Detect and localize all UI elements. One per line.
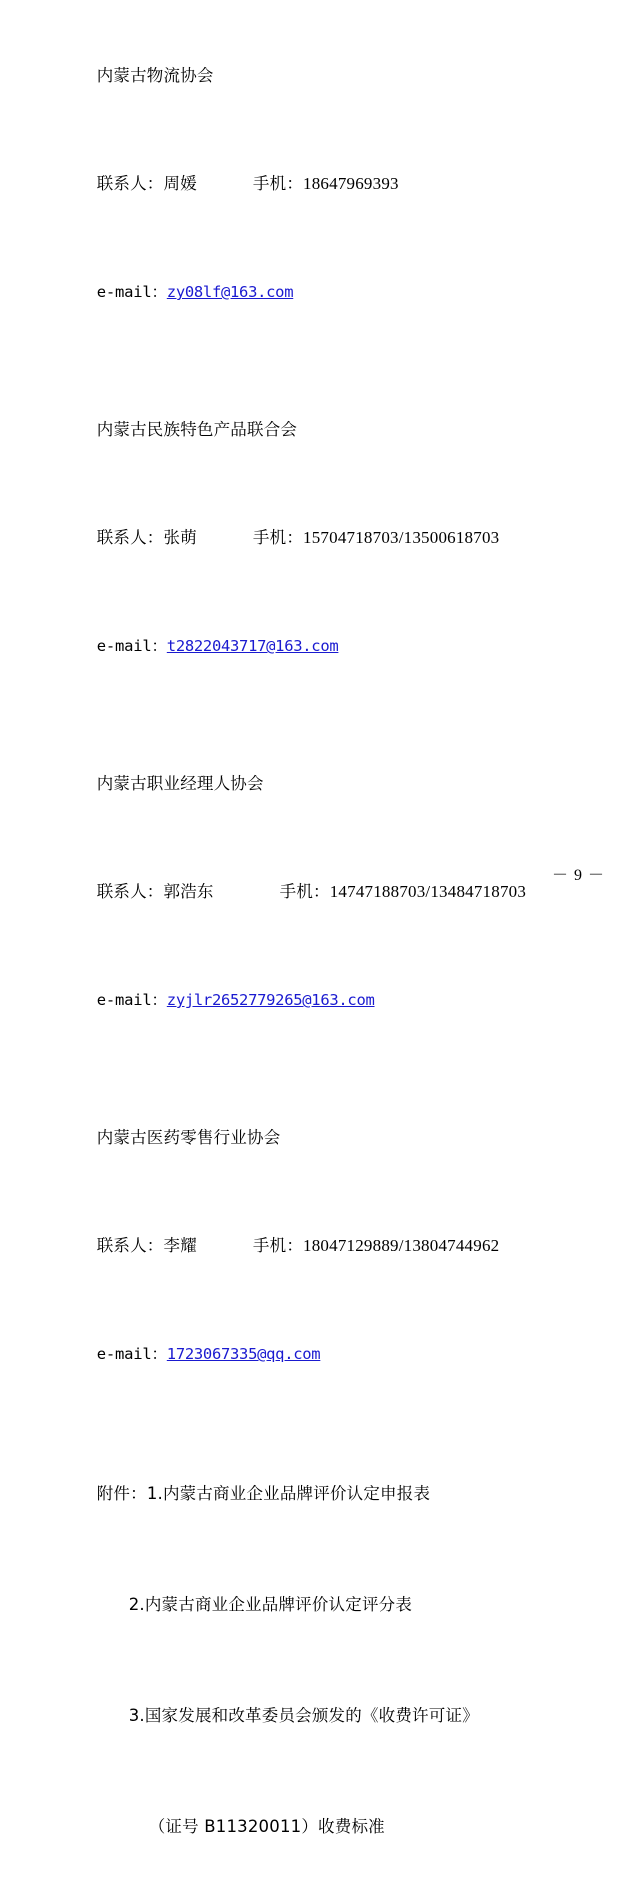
organization-block — [70, 1084, 605, 1408]
phone-number: 15704718703/13500618703 — [303, 528, 500, 547]
phone-number: 14747188703/13484718703 — [329, 882, 527, 901]
contact-line — [70, 1192, 605, 1300]
phone-number: 18047129889/13804744962 — [303, 1236, 500, 1255]
contact-name: 周媛 — [163, 174, 197, 193]
contact-label: 联系人： — [96, 528, 164, 547]
contact-name: 李耀 — [163, 1236, 197, 1255]
organization-name-line — [70, 22, 605, 130]
contact-label: 联系人： — [96, 174, 164, 193]
email-label: e-mail： — [96, 1345, 167, 1363]
attachment-item: 2.内蒙古商业企业品牌评价认定评分表 — [128, 1595, 413, 1614]
phone-label: 手机： — [279, 882, 330, 901]
email-link[interactable]: zyjlr2652779265@163.com — [166, 991, 375, 1009]
organization-name: 内蒙古医药零售行业协会 — [96, 1128, 281, 1147]
organization-name: 内蒙古民族特色产品联合会 — [96, 420, 298, 439]
contact-label: 联系人： — [96, 1236, 164, 1255]
email-line — [70, 946, 605, 1054]
organization-block — [70, 730, 605, 1054]
phone-label: 手机： — [252, 528, 304, 547]
phone-label: 手机： — [252, 174, 304, 193]
organization-block — [70, 376, 605, 700]
email-label: e-mail： — [96, 637, 167, 655]
attachments-prefix: 附件： — [96, 1484, 147, 1503]
email-line — [70, 238, 605, 346]
organization-name-line — [70, 1084, 605, 1192]
phone-label: 手机： — [252, 1236, 304, 1255]
attachment-item: 1.内蒙古商业企业品牌评价认定申报表 — [146, 1484, 431, 1503]
attachment-line — [70, 1549, 605, 1660]
contact-name: 郭浩东 — [163, 882, 214, 901]
email-link[interactable]: zy08lf@163.com — [166, 283, 294, 301]
organization-block — [70, 22, 605, 346]
email-line — [70, 1300, 605, 1408]
email-link[interactable]: 1723067335@qq.com — [166, 1345, 321, 1363]
attachment-item: （证号 B11320011）收费标准 — [148, 1817, 385, 1836]
page-number: － 9 － — [551, 867, 605, 884]
email-label: e-mail： — [96, 991, 167, 1009]
organization-name-line — [70, 376, 605, 484]
organization-name-line — [70, 730, 605, 838]
phone-number: 18647969393 — [303, 174, 399, 193]
email-link[interactable]: t2822043717@163.com — [166, 637, 339, 655]
contact-line — [70, 838, 605, 946]
email-line — [70, 592, 605, 700]
contact-line — [70, 130, 605, 238]
contact-line — [70, 484, 605, 592]
organization-name: 内蒙古职业经理人协会 — [96, 774, 264, 793]
email-label: e-mail： — [96, 283, 167, 301]
attachment-item: 3.国家发展和改革委员会颁发的《收费许可证》 — [128, 1706, 479, 1725]
attachment-line — [70, 1660, 605, 1771]
contact-name: 张萌 — [163, 528, 197, 547]
organization-name: 内蒙古物流协会 — [96, 66, 214, 85]
attachment-line — [70, 1438, 605, 1549]
attachment-line — [70, 1771, 605, 1882]
attachments-section — [70, 1438, 605, 1882]
contact-label: 联系人： — [96, 882, 164, 901]
